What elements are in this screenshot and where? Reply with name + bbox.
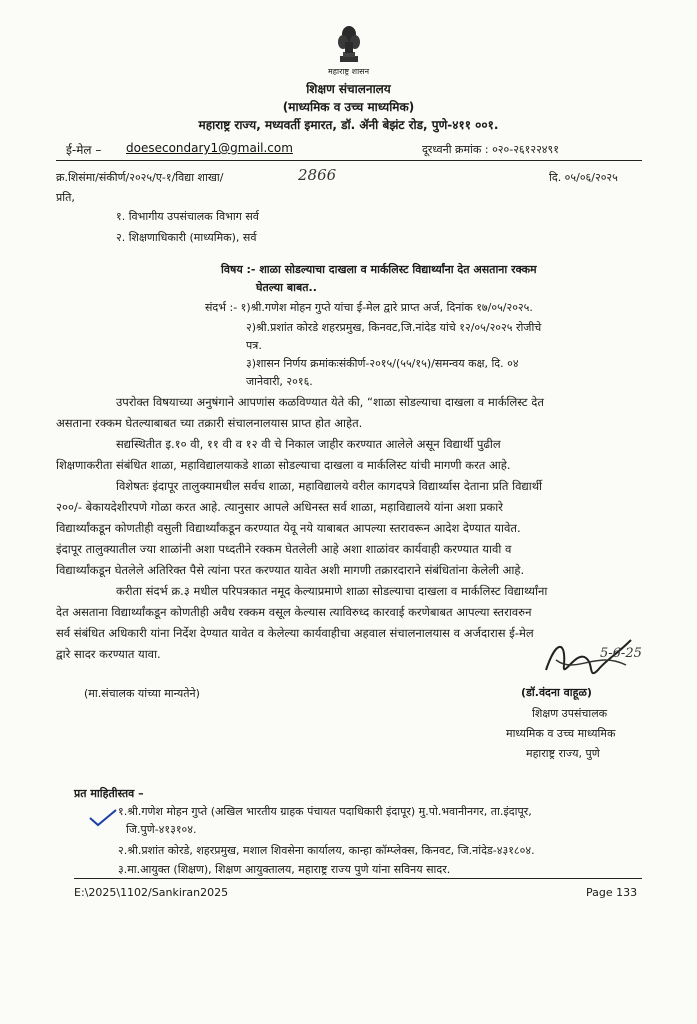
govt-label: महाराष्ट्र शासन: [327, 67, 370, 76]
letter-body: [56, 392, 646, 665]
page-number: Page 133: [586, 886, 638, 899]
para2-line2: शिक्षणाकरीता संबंधित शाळा, महाविद्यालयाकडे शाळा सोडल्याचा दाखला व मार्कलिस्ट यांची मागणी करत आहे.: [56, 458, 511, 472]
recipient-2: २. शिक्षणाधिकारी (माध्यमिक), सर्व: [116, 231, 257, 244]
reference-3b: जानेवारी, २०१६.: [246, 375, 313, 388]
signatory-name: (डॉ.वंदना वाहूळ): [521, 686, 592, 699]
subject-line-2: घेतल्या बाबत..: [256, 281, 317, 294]
phone-number: दूरध्वनी क्रमांक : ०२०-२६१२२४९१: [422, 143, 559, 156]
tick-mark-icon: [88, 808, 118, 828]
letter-date: दि. ०५/०६/२०२५: [549, 171, 618, 184]
reference-2b: पत्र.: [246, 339, 262, 352]
copy-2: २.श्री.प्रशांत कोरडे, शहरप्रमुख, मशाल शिवसेना कार्यालय, कान्हा कॉम्प्लेक्स, किनवट, जि.नांदेड-४३१८०४.: [118, 844, 535, 857]
email-link[interactable]: doesecondary1@gmail.com: [126, 141, 293, 155]
state-emblem-icon: [334, 22, 364, 66]
reference-3a: ३)शासन निर्णय क्रमांकःसंकीर्ण-२०१५/(५५/१५)/समन्वय कक्ष, दि. ०४: [246, 357, 519, 370]
para2-line1: सद्यस्थितीत इ.१० वी, ११ वी व १२ वी चे निकाल जाहीर करण्यात आलेले असून विद्यार्थी पुढील: [116, 437, 501, 451]
office-address: महाराष्ट्र राज्य, मध्यवर्ती इमारत, डॉ. ॲनी बेझंट रोड, पुणे-४११ ००१.: [198, 118, 499, 132]
copy-1a: १.श्री.गणेश मोहन गुप्ते (अखिल भारतीय ग्राहक पंचायत पदाधिकारी इंदापूर) मु.पो.भवानीनगर, ता.इंदापूर,: [118, 805, 532, 818]
reference-1: संदर्भ :- १)श्री.गणेश मोहन गुप्ते यांचा ई-मेल द्वारे प्राप्त अर्ज, दिनांक १७/०५/२०२५.: [205, 301, 533, 314]
para1-line1: उपरोक्त विषयाच्या अनुषंगाने आपणांस कळविण्यात येते की, “शाळा सोडल्याचा दाखला व मार्कलिस्ट देत: [116, 395, 544, 409]
signatory-place: महाराष्ट्र राज्य, पुणे: [526, 747, 600, 760]
para3-line3: विद्यार्थ्यांकडून कोणतीही वसुली विद्यार्थ्यांकडून करण्यात येवू नये याबाबत आपल्या स्तरावरून आदेश देण्यात यावेत.: [56, 521, 521, 535]
to-label: प्रति,: [56, 191, 75, 204]
signatory-wing: माध्यमिक व उच्च माध्यमिक: [506, 727, 616, 740]
copy-heading: प्रत माहितीस्तव –: [74, 787, 144, 800]
signature-date: 5-6-25: [600, 646, 642, 661]
office-wing: (माध्यमिक व उच्च माध्यमिक): [282, 100, 415, 114]
signatory-title: शिक्षण उपसंचालक: [532, 707, 608, 720]
copy-3: ३.मा.आयुक्त (शिक्षण), शिक्षण आयुक्तालय, महाराष्ट्र राज्य पुणे यांना सविनय सादर.: [118, 863, 451, 876]
para3-line1: विशेषतः इंदापूर तालुक्यामधील सर्वच शाळा, महाविद्यालये वरील कागदपत्रे विद्यार्थ्यास देताना प्रति विद्यार्थी: [116, 479, 543, 493]
subject-line-1: विषय :- शाळा सोडल्याचा दाखला व मार्कलिस्ट विद्यार्थ्यांना देत असताना रक्कम: [221, 263, 537, 276]
email-label: ई-मेल –: [66, 143, 102, 157]
para4-line2: देत असताना विद्यार्थ्यांकडून कोणतीही अवैध रक्कम वसूल केल्यास त्याविरुध्द कारवाई करणेबाबत आपल्या स्तरावरुन: [56, 605, 532, 619]
approval-note: (मा.संचालक यांच्या मान्यतेने): [84, 687, 200, 700]
handwritten-number: 2866: [298, 166, 337, 184]
office-title: शिक्षण संचालनालय: [306, 82, 391, 96]
para3-line5: विद्यार्थ्यांकडून घेतलेले अतिरिक्त पैसे त्यांना परत करण्यात यावेत अशी मागणी तक्रारदाराने संबंधितांना केलेली आहे.: [56, 563, 525, 577]
footer-rule: [74, 878, 642, 879]
footer-path: E:\2025\1102/Sankiran2025: [74, 886, 229, 899]
para4-line4: द्वारे सादर करण्यात यावा.: [56, 647, 161, 661]
para4-line1: करीता संदर्भ क्र.३ मधील परिपत्रकात नमूद केल्याप्रमाणे शाळा सोडल्याचा दाखला व मार्कलिस्ट विद्यार्थ्यांना: [116, 584, 548, 598]
header-rule: [56, 160, 642, 161]
copy-1b: जि.पुणे-४१३१०४.: [126, 823, 197, 836]
para3-line2: २००/- बेकायदेशीरपणे गोळा करत आहे. त्यानुसार आपले अधिनस्त सर्व शाळा, महाविद्यालये यांना अशा प्रकारे: [56, 500, 503, 514]
para3-line4: इंदापूर तालुक्यातील ज्या शाळांनी अशा पध्दतीने रक्कम घेतलेली आहे अशा शाळांवर कार्यवाही करण्यात यावी व: [56, 542, 512, 556]
reference-2a: २)श्री.प्रशांत कोरडे शहरप्रमुख, किनवट,जि.नांदेड यांचे १२/०५/२०२५ रोजीचे: [246, 321, 542, 334]
reference-number: क्र.शिसंमा/संकीर्ण/२०२५/ए-१/विद्या शाखा/: [56, 171, 224, 184]
para1-line2: असताना रक्कम घेतल्याबाबत च्या तक्रारी संचालनालयास प्राप्त होत आहेत.: [56, 416, 363, 430]
para4-line3: सर्व संबंधित अधिकारी यांना निर्देश देण्यात यावेत व केलेल्या कार्यवाहीचा अहवाल संचालनालयास व अर्जदारास ई-मेल: [56, 626, 534, 640]
recipient-1: १. विभागीय उपसंचालक विभाग सर्व: [116, 210, 259, 223]
